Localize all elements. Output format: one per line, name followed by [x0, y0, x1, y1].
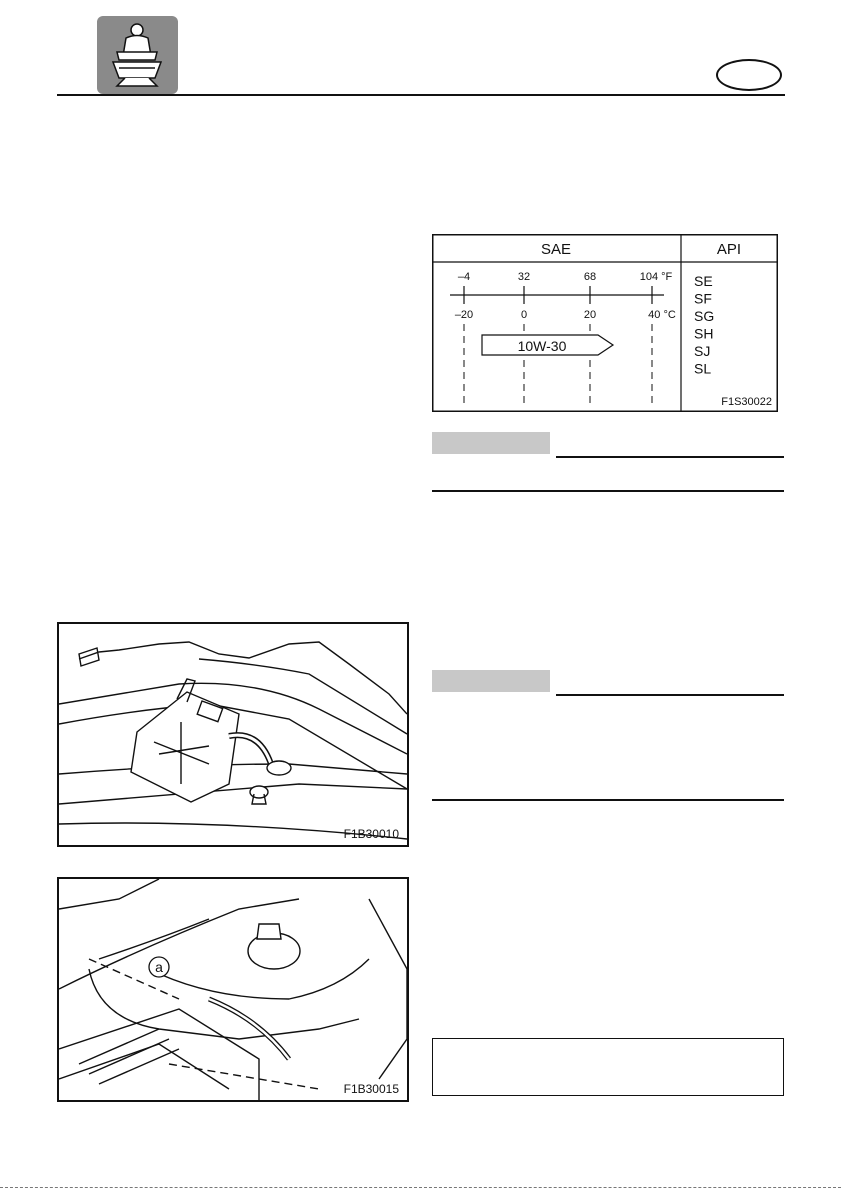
fahrenheit-tick-label: 104 °F [639, 271, 673, 283]
hose-figure [57, 877, 409, 1102]
api-grade: SH [694, 325, 714, 342]
language-badge [716, 59, 782, 91]
bottom-info-box [432, 1038, 784, 1096]
note-rule [556, 456, 784, 458]
page-bottom-edge [0, 1187, 841, 1188]
caution-end-rule [432, 799, 784, 801]
celsius-tick-label: –20 [454, 309, 474, 321]
api-grade: SE [694, 273, 713, 289]
grade-label: 10W-30 [517, 338, 567, 354]
caution-rule [556, 694, 784, 696]
note-end-rule [432, 490, 784, 492]
chart-code: F1S30022 [721, 396, 772, 408]
hose-callout-label: a [155, 959, 163, 975]
hose-figure-code: F1B30015 [343, 1082, 399, 1096]
api-grade-list [694, 273, 714, 377]
fahrenheit-tick-label: 32 [517, 271, 531, 283]
chart-frame [433, 235, 778, 412]
fahrenheit-tick-label: –4 [457, 271, 471, 283]
api-grade: SL [694, 360, 712, 377]
caution-tab [432, 670, 550, 692]
api-grade: SG [694, 308, 715, 324]
header-rule [57, 94, 785, 96]
note-tab [432, 432, 550, 454]
api-heading: API [716, 241, 742, 258]
oil-viscosity-chart [432, 234, 778, 412]
api-grade: SJ [694, 343, 711, 359]
celsius-tick-label: 40 °C [648, 309, 676, 321]
jet-ski-rider-icon [97, 16, 178, 94]
celsius-tick-label: 20 [583, 309, 597, 321]
temperature-ticks [455, 271, 676, 321]
sae-heading: SAE [540, 241, 572, 258]
refuel-figure-code: F1B30010 [343, 827, 399, 841]
celsius-tick-label: 0 [520, 309, 528, 321]
api-grade: SF [694, 290, 712, 307]
refuel-figure [57, 622, 409, 847]
fahrenheit-tick-label: 68 [583, 271, 597, 283]
